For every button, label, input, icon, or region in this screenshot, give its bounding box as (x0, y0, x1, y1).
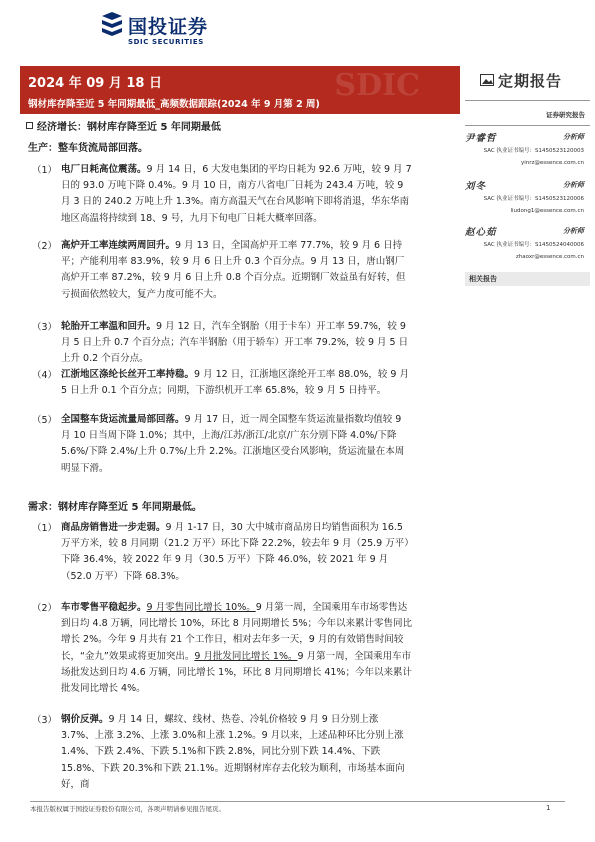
title-banner (20, 66, 460, 114)
item-body: 9 月 1-17 日，30 大中城市商品房日均销售面积为 16.5 万平方米，较 8 月同期（21.2 万平）环比下降 22.2%，较去年 9 月（25.9 万平）下降 36.4%，较 2022 年 9 月（30.5 万平）下降 46.0%，较 2021 年 9 月（52.0 万平）下降 68.3%。 (61, 522, 409, 582)
item-number: （2） (32, 603, 58, 614)
analyst-email[interactable]: liudong1@essence.com.cn (510, 208, 584, 214)
item-number: （3） (32, 322, 58, 333)
analyst-card (465, 224, 590, 276)
divider (465, 125, 590, 126)
item-body: 9 月 12 日，汽车全钢胎（用于卡车）开工率 59.7%，较 9 月 5 日上升 0.7 个百分点；汽车半钢胎（用于轿车）开工率 79.2%，较 9 月 5 日上升 0.2 个百分点。 (61, 321, 409, 365)
analyst-cert: SAC 执业证书编号：S1450523120006 (483, 196, 584, 202)
analyst-name: 刘冬 (465, 181, 487, 192)
series-label: 证券研究报告 (546, 111, 585, 119)
item-body: 9 月第一周，全国乘用车市场批发达到日均 4.6 万辆，同比增长 1%，环比 8 月同期增长 41%；今年以来累计批发同比增长 4%。 (61, 650, 412, 695)
related-reports-label: 相关报告 (469, 275, 497, 283)
report-date: 2024 年 09 月 18 日 (28, 76, 162, 91)
analyst-cert: SAC 执业证书编号：S1450523120003 (483, 148, 584, 154)
logo-mark-icon (100, 12, 124, 36)
analyst-cert: SAC 执业证书编号：S1450524040006 (483, 242, 584, 248)
item-number: （2） (32, 241, 58, 252)
item-text (61, 238, 413, 303)
item-lead: 高炉开工率连续两周回升。 (61, 240, 176, 251)
banner-decoration: SDIC (334, 68, 420, 103)
logo-name-cn: 国投证券 (128, 16, 209, 38)
item-number: （3） (32, 715, 58, 726)
analyst-name: 尹睿哲 (465, 133, 497, 144)
item-highlight: 9 月零售同比增长 10%。 (146, 602, 256, 613)
related-reports-header (465, 272, 590, 286)
analyst-name: 赵心茹 (465, 227, 497, 238)
report-type-label: 定期报告 (498, 72, 563, 90)
item-number: （4） (32, 370, 58, 381)
item-body: 9 月第一周，全国乘用车市场零售达到日均 4.8 万辆，同比增长 10%，环比 8 月同期增长 5%；今年以来累计零售同比增长 2%。今年 9 月共有 21 个工作日，相对去年多一天，9 月的有效销售时间较长，“金九”效果或将更加突出。 (61, 602, 412, 662)
analyst-card (465, 178, 590, 230)
item-text (61, 412, 413, 477)
footer-divider (30, 801, 565, 802)
item-body: 9 月 14 日，6 大发电集团的平均日耗为 92.6 万吨，较 9 月 7 日的 93.0 万吨下降 0.4%。9 月 10 日，南方八省电厂日耗为 243.4 万吨，较 9 月 3 日的 240.2 万吨上升 1.3%。南方高温天气在台风影响下即将消退，华东华南地区高温将持续到 18、9 号，九月下旬电厂日耗大概率回落。 (61, 164, 412, 224)
item-text (61, 162, 413, 227)
item-lead: 商品房销售进一步走弱。 (61, 522, 166, 533)
item-number: （1） (32, 165, 58, 176)
divider (465, 100, 590, 101)
item-lead: 轮胎开工率温和回升。 (61, 321, 157, 332)
item-lead: 江浙地区涤纶长丝开工率持稳。 (61, 369, 195, 380)
item-lead: 全国整车货运流量局部回落。 (61, 414, 185, 425)
analyst-email[interactable]: zhaoxr@essence.com.cn (515, 254, 584, 260)
item-number: （5） (32, 415, 58, 426)
logo-name-en: SDIC SECURITIES (128, 38, 204, 46)
checkbox-icon (26, 122, 33, 129)
item-body: 9 月 12 日，江浙地区涤纶开工率 88.0%，较 9 月 5 日上升 0.1 个百分点；同期，下游织机开工率 65.8%，较 9 月 5 日持平。 (61, 369, 409, 397)
item-text (61, 600, 413, 697)
item-body: 9 月 14 日，螺纹、线材、热卷、冷轧价格较 9 月 9 日分别上涨 3.7%、上涨 3.2%、上涨 3.0%和上涨 1.2%。9 月以来，上述品种环比分别上涨 1.4%、下跌 2.4%、下跌 5.1%和下跌 2.8%，同比分别下跌 14.4%、下跌 15.8%、下跌 20.3%和下跌 21.1%。近期钢材库存去化较为顺利，市场基本面向好，商 (61, 714, 405, 790)
analyst-title: 分析师 (563, 227, 584, 235)
analyst-card (465, 130, 590, 182)
macro-heading-text: 经济增长：钢材库存降至近 5 年同期最低 (37, 122, 221, 133)
item-text (61, 319, 413, 368)
company-logo (100, 12, 210, 48)
item-lead: 钢价反弹。 (61, 714, 109, 725)
picture-icon (480, 74, 494, 86)
footer-disclaimer: 本报告版权属于国投证券股份有限公司，各项声明请参见报告尾页。 (30, 805, 225, 813)
page-number: 1 (546, 804, 551, 812)
analyst-email[interactable]: yinrz@essence.com.cn (520, 160, 584, 166)
analyst-title: 分析师 (563, 181, 584, 189)
item-number: （1） (32, 523, 58, 534)
item-lead: 电厂日耗高位震荡。 (61, 164, 147, 175)
demand-heading: 需求：钢材库存降至近 5 年同期最低。 (28, 502, 202, 513)
item-text (61, 712, 413, 793)
item-lead: 车市零售平稳起步。 (61, 602, 147, 613)
item-body: 9 月 17 日，近一周全国整车货运流量指数均值较 9 月 10 日当周下降 1.0%；其中，上海/江苏/浙江/北京/广东分别下降 4.0%/下降 5.6%/下降 2.4%/上升 0.7%/上升 2.2%。江浙地区受台风影响，货运流量在本周明显下滑。 (61, 414, 405, 474)
report-title: 钢材库存降至近 5 年同期最低_高频数据跟踪(2024 年 9 月第 2 周) (28, 99, 320, 110)
production-heading: 生产：整车货流局部回落。 (28, 143, 148, 154)
analyst-title: 分析师 (563, 133, 584, 141)
section-heading-macro (26, 118, 221, 133)
item-text (61, 520, 413, 585)
item-body: 9 月 13 日，全国高炉开工率 77.7%，较 9 月 6 日持平；产能利用率 83.9%，较 9 月 6 日上升 0.3 个百分点。9 月 13 日，唐山钢厂高炉开工率 87.2%，较 9 月 6 日上升 0.8 个百分点。近期钢厂效益虽有好转，但亏损面依然较大，复产力度可能不大。 (61, 240, 406, 300)
report-type (472, 70, 582, 92)
item-text (61, 367, 413, 399)
item-highlight: 9 月批发同比增长 1%。 (194, 650, 298, 662)
